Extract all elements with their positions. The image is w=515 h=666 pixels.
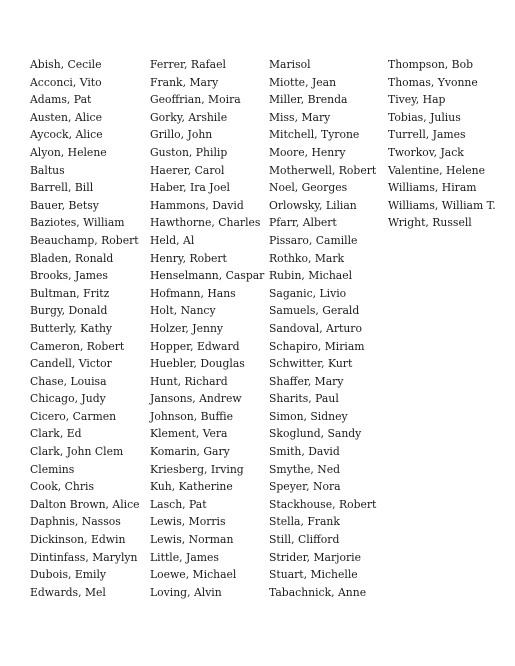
name-entry: Baziotes, William [30,216,125,230]
name-entry: Smythe, Ned [269,462,341,476]
name-entry: Lewis, Norman [150,533,234,547]
name-entry: Alyon, Helene [30,145,107,159]
name-entry: Valentine, Helene [388,163,486,177]
name-entry: Stuart, Michelle [269,568,358,582]
name-entry: Kriesberg, Irving [150,462,244,476]
name-entry: Dickinson, Edwin [30,533,126,547]
name-entry: Mitchell, Tyrone [269,128,360,142]
name-entry: Bladen, Ronald [30,251,114,265]
name-entry: Saganic, Livio [269,286,347,300]
name-entry: Austen, Alice [30,110,102,124]
name-entry: Chicago, Judy [30,392,106,406]
name-entry: Dalton Brown, Alice [30,497,140,511]
name-entry: Williams, Hiram [388,181,477,195]
name-entry: Schwitter, Kurt [269,357,353,371]
name-entry: Loewe, Michael [150,568,237,582]
name-entry: Dubois, Emily [30,568,107,582]
name-entry: Haerer, Carol [150,163,225,177]
name-entry: Stackhouse, Robert [269,497,377,511]
name-entry: Henselmann, Caspar [150,269,265,283]
name-entry: Speyer, Nora [269,480,341,494]
name-entry: Lewis, Morris [150,515,226,529]
name-entry: Tivey, Hap [388,93,446,107]
name-entry: Guston, Philip [150,145,228,159]
name-entry: Haber, Ira Joel [150,181,230,195]
name-entry: Johnson, Buffie [150,409,233,423]
name-entry: Grillo, John [150,128,213,142]
name-entry: Schapiro, Miriam [269,339,365,353]
name-entry: Tabachnick, Anne [269,585,367,599]
name-entry: Hofmann, Hans [150,286,236,300]
names-column-1 [30,56,140,601]
name-entry: Holzer, Jenny [150,321,224,335]
name-entry: Loving, Alvin [150,585,222,599]
name-entry: Adams, Pat [30,93,92,107]
name-entry: Chase, Louisa [30,374,107,388]
name-entry: Turrell, James [388,128,466,142]
name-entry: Dintinfass, Marylyn [30,550,138,564]
name-entry: Komarin, Gary [150,445,230,459]
name-entry: Ferrer, Rafael [150,58,226,71]
name-entry: Acconci, Vito [30,75,102,89]
name-entry: Cicero, Carmen [30,409,117,423]
name-entry: Motherwell, Robert [269,163,377,177]
name-entry: Bauer, Betsy [30,198,99,212]
name-entry: Abish, Cecile [30,58,102,71]
name-entry: Bultman, Fritz [30,286,110,300]
name-entry: Burgy, Donald [30,304,108,318]
name-entry: Aycock, Alice [30,128,103,142]
name-entry: Lasch, Pat [150,497,207,511]
names-column-2 [150,56,264,601]
name-entry: Noel, Georges [269,181,348,195]
name-entry: Thompson, Bob [388,58,474,71]
name-entry: Gorky, Arshile [150,110,228,124]
name-entry: Marisol [269,58,311,71]
name-entry: Miller, Brenda [269,93,348,107]
name-entry: Holt, Nancy [150,304,216,318]
name-entry: Stella, Frank [269,515,340,529]
name-entry: Edwards, Mel [30,585,106,599]
name-entry: Held, Al [150,233,195,247]
name-entry: Rothko, Mark [269,251,345,265]
name-entry: Cook, Chris [30,480,95,494]
name-entry: Klement, Vera [150,427,228,441]
name-entry: Butterly, Kathy [30,321,112,335]
name-entry: Frank, Mary [150,75,219,89]
names-column-3 [269,56,376,601]
name-entry: Baltus [30,163,65,177]
name-entry: Rubin, Michael [269,269,353,283]
name-entry: Huebler, Douglas [150,357,245,371]
name-entry: Jansons, Andrew [150,392,242,406]
name-entry: Hopper, Edward [150,339,240,353]
name-entry: Brooks, James [30,269,108,283]
name-entry: Still, Clifford [269,533,340,547]
name-entry: Skoglund, Sandy [269,427,362,441]
name-entry: Clark, Ed [30,427,82,441]
name-entry: Sharits, Paul [269,392,339,406]
name-entry: Orlowsky, Lilian [269,198,357,212]
name-entry: Clemins [30,462,75,476]
name-entry: Tobias, Julius [388,110,461,124]
name-entry: Wright, Russell [388,216,472,230]
name-entry: Pfarr, Albert [269,216,337,230]
name-entry: Hawthorne, Charles [150,216,261,230]
name-entry: Strider, Marjorie [269,550,361,564]
name-entry: Hammons, David [150,198,244,212]
name-entry: Beauchamp, Robert [30,233,139,247]
name-entry: Barrell, Bill [30,181,94,195]
name-entry: Pissaro, Camille [269,233,358,247]
name-entry: Kuh, Katherine [150,480,233,494]
name-entry: Miotte, Jean [269,75,337,89]
name-entry: Shaffer, Mary [269,374,344,388]
name-entry: Little, James [150,550,219,564]
name-entry: Sandoval, Arturo [269,321,362,335]
name-entry: Thomas, Yvonne [388,75,478,89]
name-entry: Samuels, Gerald [269,304,360,318]
name-entry: Hunt, Richard [150,374,228,388]
name-entry: Tworkov, Jack [388,145,464,159]
name-entry: Daphnis, Nassos [30,515,121,529]
names-column-4 [388,56,496,232]
name-entry: Williams, William T. [388,198,496,212]
name-entry: Moore, Henry [269,145,346,159]
name-entry: Candell, Victor [30,357,112,371]
name-entry: Clark, John Clem [30,445,124,459]
name-entry: Miss, Mary [269,110,331,124]
name-entry: Geoffrian, Moira [150,93,241,107]
name-entry: Smith, David [269,445,340,459]
name-entry: Henry, Robert [150,251,227,265]
name-entry: Cameron, Robert [30,339,125,353]
name-entry: Simon, Sidney [269,409,348,423]
